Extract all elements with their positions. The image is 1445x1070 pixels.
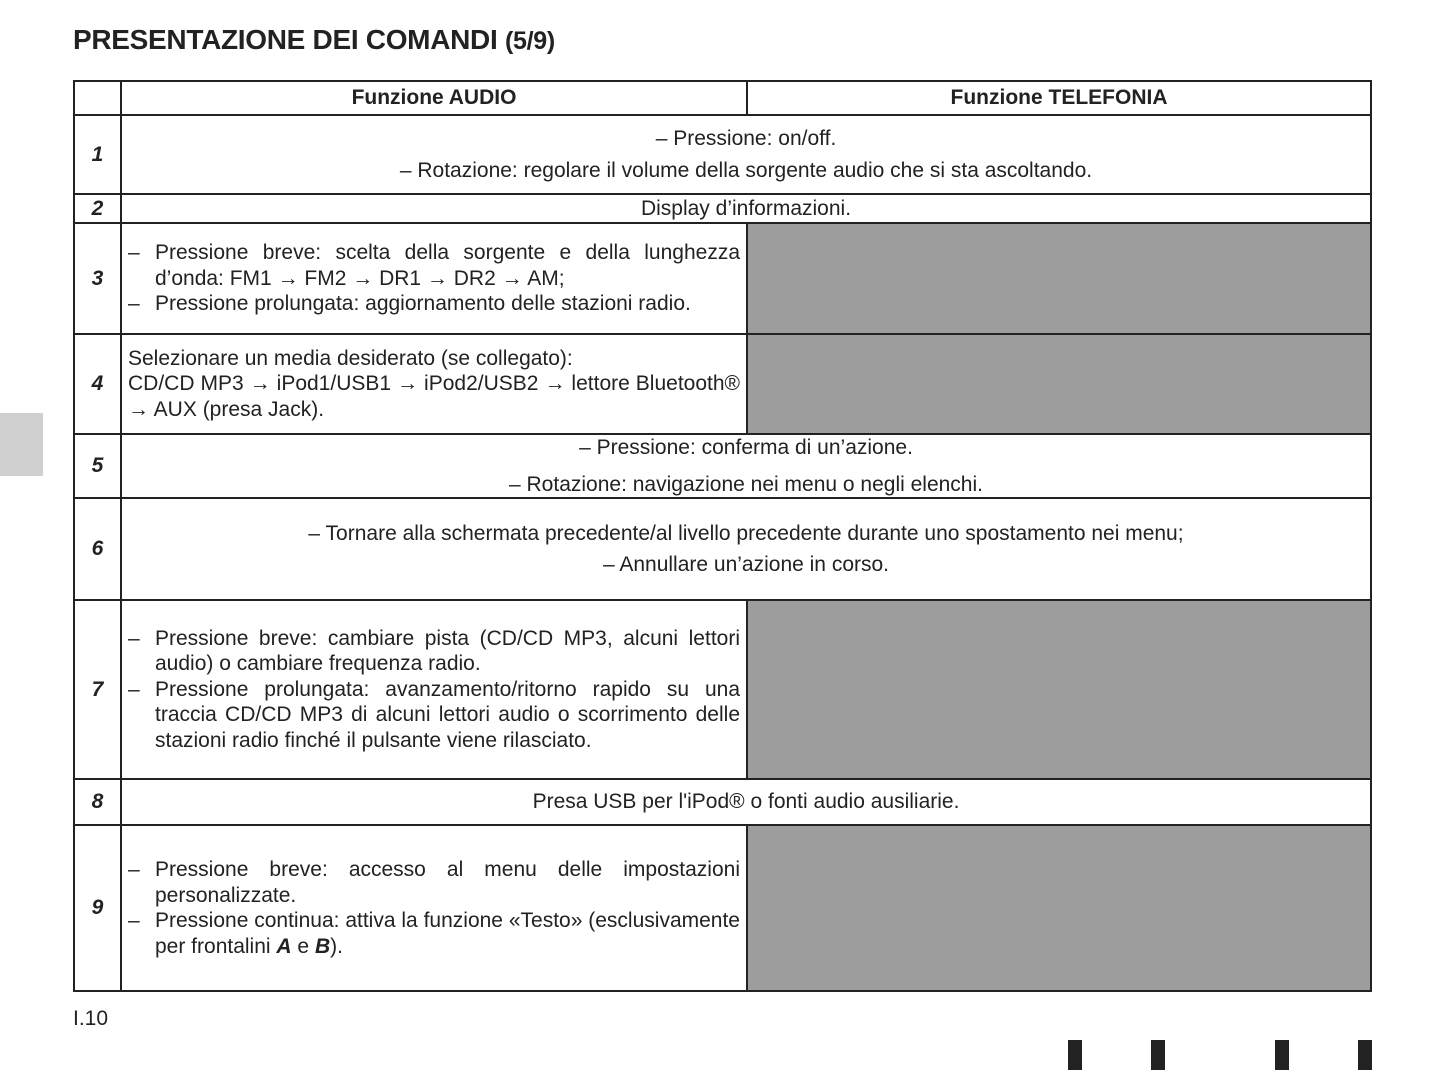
row-number: 1 — [74, 115, 121, 194]
cell-text: – Rotazione: regolare il volume della sorgente audio che si sta ascoltando. — [399, 158, 1093, 182]
list-item: – Pressione breve: accesso al menu delle impostazioni personalizzate. — [128, 857, 740, 908]
bold-label: A — [276, 934, 292, 958]
crop-mark — [1358, 1040, 1372, 1070]
table-row — [74, 498, 1371, 600]
page-number: I.10 — [73, 1007, 109, 1030]
bold-label: B — [314, 934, 331, 958]
table-row — [74, 779, 1371, 825]
cell-text: – Pressione: on/off. — [655, 127, 837, 150]
cell-text: – Annullare un’azione in corso. — [602, 553, 890, 576]
cell-text: Display d’informazioni. — [121, 194, 1371, 223]
empty-gray-cell — [747, 825, 1371, 991]
controls-table — [73, 80, 1372, 992]
empty-gray-cell — [747, 334, 1371, 434]
crop-mark — [1068, 1040, 1082, 1070]
empty-gray-cell — [747, 223, 1371, 334]
table-row — [74, 334, 1371, 434]
cell-text: – Tornare alla schermata precedente/al livello precedente durante uno spostamento nei menu; — [308, 521, 1184, 545]
cell-text: Presa USB per l'iPod® o fonti audio ausiliarie. — [121, 779, 1371, 825]
empty-gray-cell — [747, 600, 1371, 779]
list-item: – Pressione prolungata: avanzamento/ritorno rapido su una traccia CD/CD MP3 di alcuni lettori audio o scorrimento delle stazioni radio finché il pulsante viene rilasciato. — [128, 677, 740, 754]
crop-mark — [1275, 1040, 1289, 1070]
cell-text: Selezionare un media desiderato (se collegato): — [128, 346, 573, 370]
row-number: 6 — [74, 498, 121, 600]
row-number: 9 — [74, 825, 121, 991]
section-tab — [0, 413, 43, 476]
header-audio: Funzione AUDIO — [121, 81, 747, 115]
title-part: (5/9) — [504, 27, 555, 55]
table-row — [74, 600, 1371, 779]
table-row — [74, 115, 1371, 194]
row-number: 4 — [74, 334, 121, 434]
list-item: – Pressione breve: cambiare pista (CD/CD MP3, alcuni lettori audio) o cambiare frequenza radio. — [128, 626, 740, 677]
row-number: 2 — [74, 194, 121, 223]
title-text: PRESENTAZIONE DEI COMANDI — [73, 24, 498, 55]
row-number: 8 — [74, 779, 121, 825]
item-text: e — [291, 934, 315, 958]
row-number: 3 — [74, 223, 121, 334]
list-item: – Pressione breve: scelta della sorgente e della lunghezza d’onda: FM1 → FM2 → DR1 → DR2 → AM; — [128, 240, 740, 291]
list-item — [128, 908, 740, 959]
crop-mark — [1151, 1040, 1165, 1070]
table-row — [74, 194, 1371, 223]
empty-header — [74, 81, 121, 115]
item-text: Pressione continua: attiva la funzione «Testo» (esclusivamente per frontalini — [155, 909, 740, 958]
table-row — [74, 825, 1371, 991]
table-row — [74, 223, 1371, 334]
item-text: ). — [330, 934, 343, 958]
page-title — [73, 24, 555, 56]
cell-text: CD/CD MP3 → iPod1/USB1 → iPod2/USB2 → lettore Bluetooth® → AUX (presa Jack). — [128, 372, 740, 421]
row-number: 5 — [74, 434, 121, 498]
header-telefonia: Funzione TELEFONIA — [747, 81, 1371, 115]
cell-text: – Rotazione: navigazione nei menu o negli elenchi. — [509, 472, 983, 496]
cell-text: – Pressione: conferma di un’azione. — [579, 436, 913, 459]
list-item: – Pressione prolungata: aggiornamento delle stazioni radio. — [128, 291, 740, 317]
table-row — [74, 434, 1371, 498]
row-number: 7 — [74, 600, 121, 779]
